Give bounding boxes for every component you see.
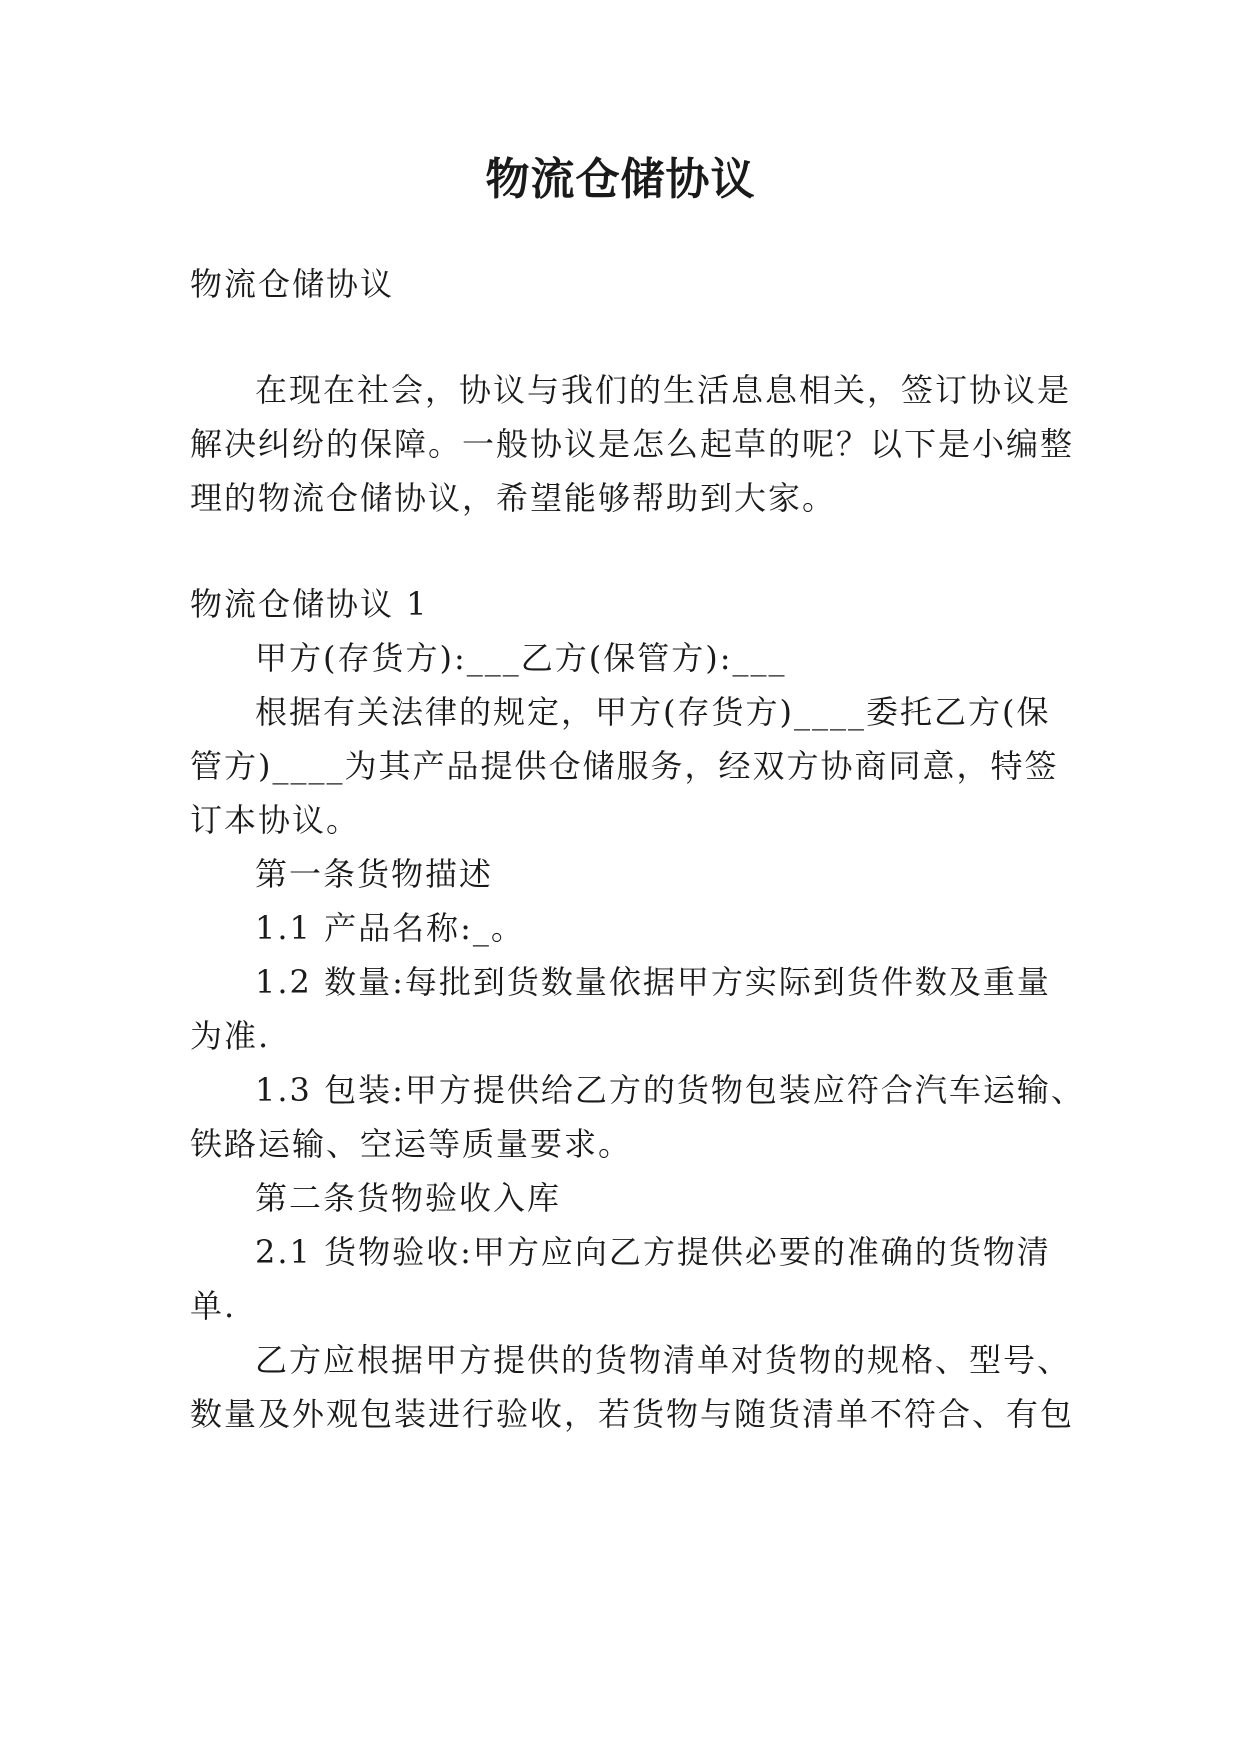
article-1-title: 第一条货物描述 — [255, 855, 494, 893]
item-1-2-line-2: 为准. — [190, 1017, 271, 1055]
preamble-line-3: 订本协议。 — [190, 801, 361, 839]
intro-line-1: 在现在社会，协议与我们的生活息息相关，签订协议是 — [255, 371, 1072, 409]
preamble-line-1: 根据有关法律的规定，甲方(存货方)____委托乙方(保 — [255, 693, 1051, 731]
article-2-title: 第二条货物验收入库 — [255, 1179, 562, 1217]
section-heading: 物流仓储协议 1 — [190, 585, 429, 623]
intro-line-2: 解决纠纷的保障。一般协议是怎么起草的呢？以下是小编整 — [190, 425, 1075, 463]
preamble-line-2: 管方)____为其产品提供仓储服务，经双方协商同意，特签 — [190, 747, 1059, 785]
item-1-3-line-1: 1.3 包装:甲方提供给乙方的货物包装应符合汽车运输、 — [255, 1071, 1085, 1109]
item-2-1-line-1: 2.1 货物验收:甲方应向乙方提供必要的准确的货物清 — [255, 1233, 1051, 1271]
parties-line: 甲方(存货方):___乙方(保管方):___ — [255, 639, 787, 677]
intro-line-3: 理的物流仓储协议，希望能够帮助到大家。 — [190, 479, 837, 517]
inspection-line-2: 数量及外观包装进行验收，若货物与随货清单不符合、有包 — [190, 1395, 1075, 1433]
item-2-1-line-2: 单. — [190, 1287, 237, 1325]
item-1-2-line-1: 1.2 数量:每批到货数量依据甲方实际到货件数及重量 — [255, 963, 1051, 1001]
inspection-line-1: 乙方应根据甲方提供的货物清单对货物的规格、型号、 — [255, 1341, 1072, 1379]
item-1-1: 1.1 产品名称:_。 — [255, 909, 525, 947]
document-subtitle: 物流仓储协议 — [190, 265, 395, 303]
document-title: 物流仓储协议 — [485, 154, 756, 205]
item-1-3-line-2: 铁路运输、空运等质量要求。 — [190, 1125, 633, 1163]
